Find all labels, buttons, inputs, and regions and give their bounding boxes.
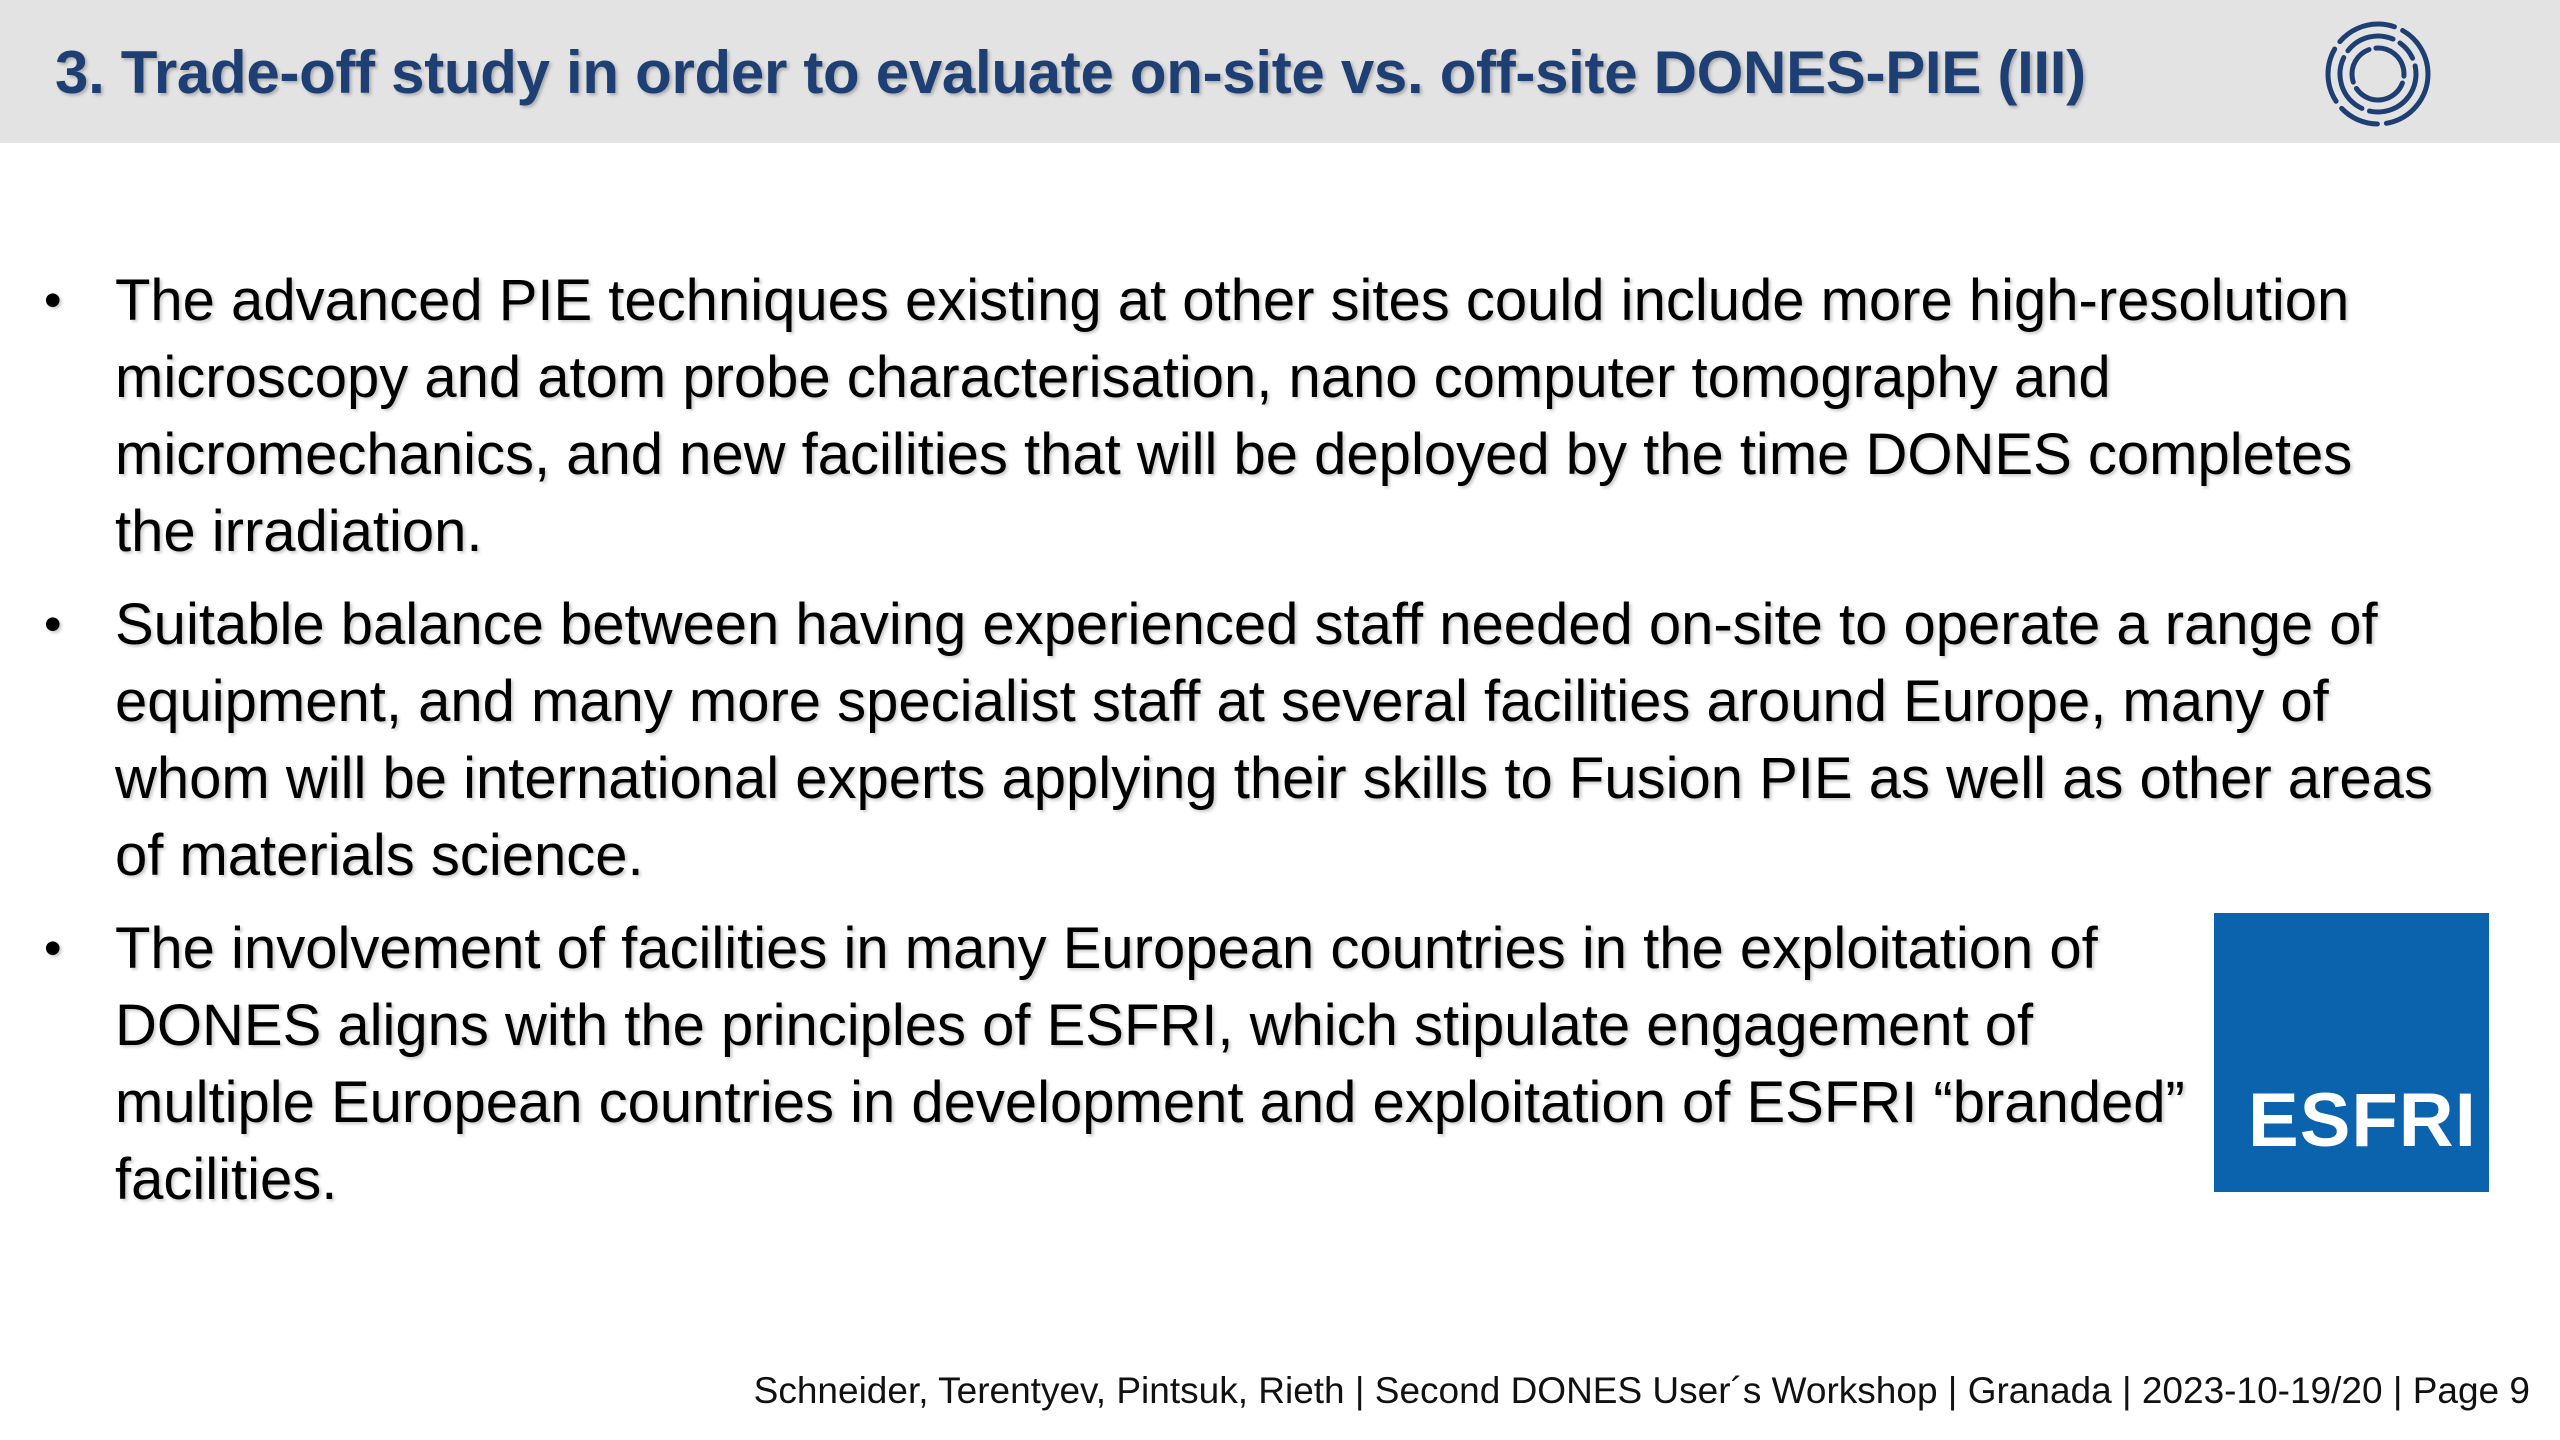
bullet-text: The advanced PIE techniques existing at other sites could include more high-resolution microscopy and atom probe characterisation, nano computer tomography and micromechanics, and new facilities that will be deployed by the time DONES completes the irradiation. [115, 268, 2353, 564]
bullet-item [0, 262, 2560, 570]
bullet-text: The involvement of facilities in many European countries in the exploitation of DONES aligns with the principles of ESFRI, which stipulate engagement of multiple European countries in development and exploitation of ESFRI “branded” facilities. [115, 916, 2185, 1212]
esfri-logo [2214, 913, 2489, 1192]
bullet-marker: • [44, 596, 62, 652]
bullet-text: Suitable balance between having experienced staff needed on-site to operate a range of equipment, and many more specialist staff at several facilities around Europe, many of whom will be international experts applying their skills to Fusion PIE as well as other areas of materials science. [115, 592, 2433, 888]
bullet-item [0, 586, 2560, 894]
slide-title: 3. Trade-off study in order to evaluate on-site vs. off-site DONES-PIE (III) [55, 39, 2086, 106]
footer-citation: Schneider, Terentyev, Pintsuk, Rieth | Second DONES User´s Workshop | Granada | 2023-10-19/20 | Page 9 [753, 1370, 2530, 1411]
esfri-logo-text: ESFRI [2248, 1078, 2477, 1163]
bullet-marker: • [44, 272, 62, 328]
bullet-list [0, 262, 2560, 1234]
bullet-item [0, 910, 2560, 1218]
concentric-circles-logo-icon [2322, 18, 2434, 130]
bullet-marker: • [44, 920, 62, 976]
